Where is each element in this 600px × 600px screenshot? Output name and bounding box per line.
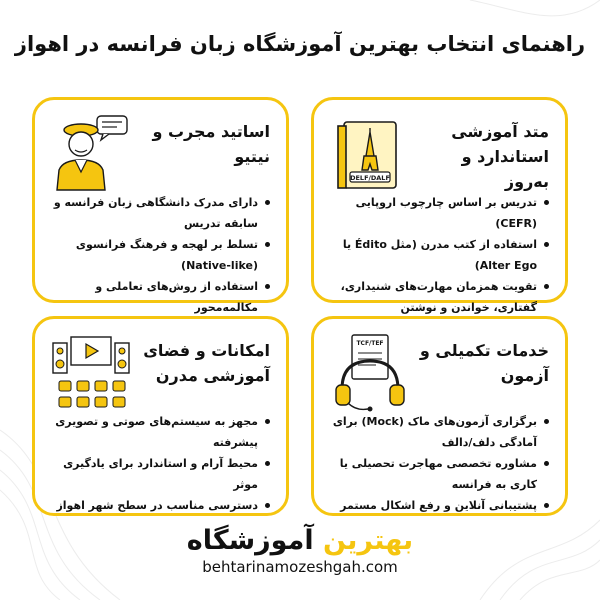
card-extra-services	[311, 316, 568, 516]
card-title-line1: اساتید مجرب و	[152, 122, 270, 141]
card-title-line2: آموزشی مدرن	[155, 365, 270, 385]
card-title	[135, 120, 270, 170]
card-list	[35, 192, 286, 318]
delf-badge: DELF/DALF	[350, 174, 390, 182]
list-item: برگزاری آزمون‌های ماک (Mock) برای آمادگی دلف/دالف	[322, 411, 549, 453]
list-item: تقویت همزمان مهارت‌های شنیداری، گفتاری، خواندن و نوشتن	[322, 276, 549, 318]
card-list	[314, 192, 565, 318]
teacher-speech-icon	[49, 112, 131, 194]
headset-test-icon	[328, 331, 410, 413]
card-title-line1: خدمات تکمیلی و	[419, 341, 549, 360]
website-url[interactable]: behtarinamozeshgah.com	[202, 558, 398, 576]
list-item: محیط آرام و استاندارد برای یادگیری موثر	[43, 453, 270, 495]
list-item: استفاده از کتب مدرن (مثل Édito یا Alter Ego)	[322, 234, 549, 276]
card-title	[414, 339, 549, 389]
card-teaching-method	[311, 97, 568, 314]
card-title-line2: نیتیو	[234, 146, 270, 166]
brand-logo	[0, 525, 600, 556]
card-list	[35, 411, 286, 516]
list-item: پشتیبانی آنلاین و رفع اشکال مستمر	[322, 495, 549, 516]
card-title-line1: متد آموزشی	[451, 122, 549, 141]
logo-part-dark: آموزشگاه	[186, 525, 314, 556]
card-title	[135, 339, 270, 389]
card-title-line1: امکانات و فضای	[143, 341, 270, 360]
list-item: تسلط بر لهجه و فرهنگ فرانسوی (Native-like)	[43, 234, 270, 276]
tcf-badge: TCF/TEF	[356, 340, 384, 347]
page-title: راهنمای انتخاب بهترین آموزشگاه زبان فرانسه در اهواز	[14, 32, 586, 56]
list-item: استفاده از روش‌های تعاملی و مکالمه‌محور	[43, 276, 270, 318]
logo-part-yellow: بهترین	[322, 525, 414, 556]
list-item: مشاوره تخصصی مهاجرت تحصیلی یا کاری به فرانسه	[322, 453, 549, 495]
card-list	[314, 411, 565, 516]
card-title	[414, 120, 549, 194]
list-item: دارای مدرک دانشگاهی زبان فرانسه و سابقه تدریس	[43, 192, 270, 234]
classroom-screen-icon	[49, 331, 131, 413]
brand-footer	[0, 525, 600, 576]
list-item: مجهز به سیستم‌های صوتی و تصویری پیشرفته	[43, 411, 270, 453]
book-eiffel-icon	[328, 112, 410, 194]
list-item: دسترسی مناسب در سطح شهر اهواز	[43, 495, 270, 516]
list-item: تدریس بر اساس چارچوب اروپایی (CEFR)	[322, 192, 549, 234]
card-title-line2: آزمون	[500, 365, 549, 385]
card-experienced-teachers	[32, 97, 289, 314]
card-title-line2: استاندارد و به‌روز	[461, 146, 549, 191]
card-modern-facilities	[32, 316, 289, 516]
